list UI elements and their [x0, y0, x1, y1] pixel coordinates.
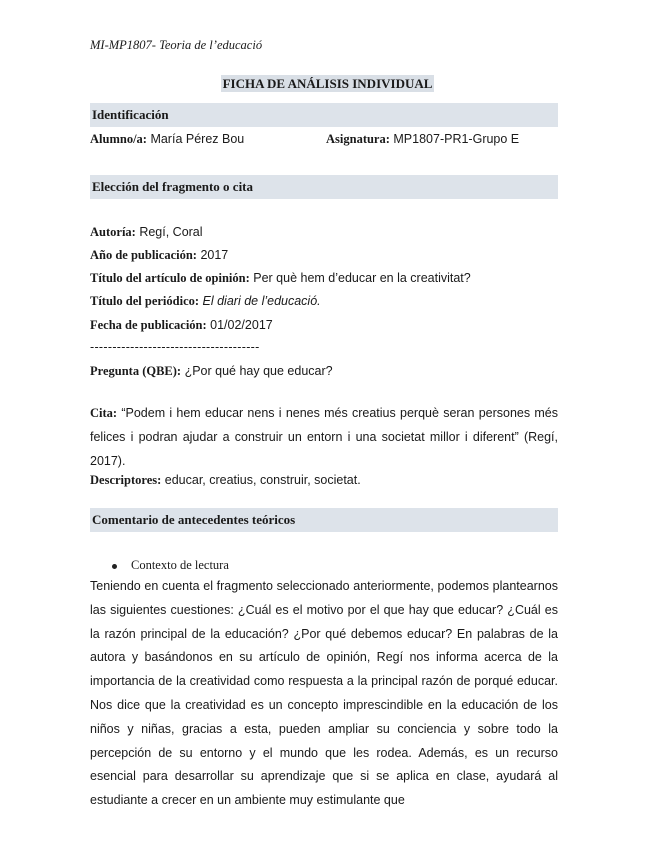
newspaper-label: Título del periódico:	[90, 294, 200, 308]
article-label: Título del artículo de opinión:	[90, 271, 250, 285]
descriptors-label: Descriptores:	[90, 473, 162, 487]
newspaper-value: El diari de l’educació.	[202, 294, 321, 308]
document-title-text: FICHA DE ANÁLISIS INDIVIDUAL	[222, 76, 433, 91]
question-value: ¿Por qué hay que educar?	[184, 364, 333, 378]
date-row	[90, 318, 273, 333]
document-title	[0, 76, 655, 92]
student-row	[90, 132, 244, 147]
running-header: MI-MP1807- Teoria de l’educació	[90, 38, 263, 52]
section-commentary: Comentario de antecedentes teóricos	[90, 508, 558, 532]
question-label: Pregunta (QBE):	[90, 364, 182, 378]
subject-value: MP1807-PR1-Grupo E	[393, 132, 520, 146]
year-value: 2017	[200, 248, 229, 262]
separator-line: --------------------------------------	[90, 340, 260, 354]
bullet-item	[112, 558, 229, 573]
bullet-text: Contexto de lectura	[131, 558, 229, 572]
student-label: Alumno/a:	[90, 132, 147, 146]
quote-block	[90, 402, 558, 473]
newspaper-row	[90, 294, 321, 309]
bullet-dot-icon	[112, 564, 117, 569]
year-row	[90, 248, 228, 263]
author-label: Autoría:	[90, 225, 136, 239]
section-identification: Identificación	[90, 103, 558, 127]
article-row	[90, 271, 471, 286]
student-value: María Pérez Bou	[150, 132, 245, 146]
subject-label: Asignatura:	[326, 132, 390, 146]
author-value: Regí, Coral	[139, 225, 203, 239]
subject-row	[326, 132, 519, 147]
descriptors-row	[90, 473, 361, 488]
commentary-paragraph: Teniendo en cuenta el fragmento seleccionado anteriormente, podemos plantearnos las siguientes cuestiones: ¿Cuál es el motivo por el que hay que educar? ¿Cuál es la razón principal de la educación? ¿Por qué debemos educar? En palabras de la autora y basándonos en su artículo de opinión, Regí nos informa acerca de la importancia de la creatividad como respuesta a la principal razón de porqué educar. Nos dice que la creatividad es un concepto imprescindible en la educación de los niños y niñas, gracias a esta, pueden ampliar su conciencia y sobre todo la percepción de su entorno y el mundo que les rodea. Además, es un recurso esencial para desarrollar su aprendizaje que si se aplica en clase, ayudará al estudiante a crecer en un ambiente muy estimulante que	[90, 579, 558, 808]
descriptors-value: educar, creatius, construir, societat.	[164, 473, 361, 487]
article-value: Per què hem d’educar en la creativitat?	[253, 271, 471, 285]
year-label: Año de publicación:	[90, 248, 197, 262]
section-selection: Elección del fragmento o cita	[90, 175, 558, 199]
quote-value: “Podem i hem educar nens i nenes més creatius perquè seran persones més felices i podran ajudar a construir un entorn i una societat millor i diferent” (Regí, 2017).	[90, 406, 558, 468]
quote-label: Cita:	[90, 406, 118, 420]
author-row	[90, 225, 203, 240]
date-value: 01/02/2017	[210, 318, 273, 332]
date-label: Fecha de publicación:	[90, 318, 207, 332]
question-row	[90, 364, 333, 379]
